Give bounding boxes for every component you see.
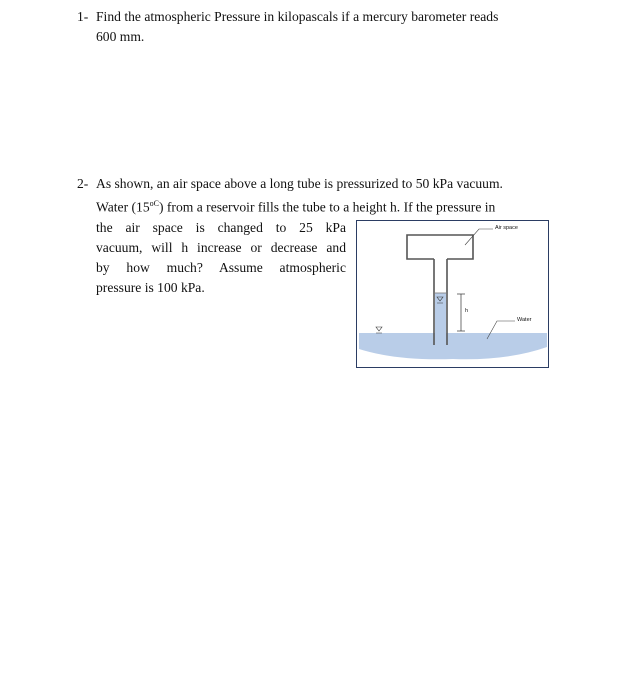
figure-drawing [357,221,550,369]
question-1-line-1: Find the atmospheric Pressure in kilopascals if a mercury barometer reads [96,9,499,24]
question-1-line-2: 600 mm. [96,29,145,44]
question-1-number: 1- [77,9,89,24]
question-2-line-5: by how much? Assume atmospheric [96,259,346,275]
question-2-line-2-end: ) from a reservoir fills the tube to a height h. If the pressure in [158,199,496,215]
question-2-number: 2- [77,176,89,191]
reservoir-level-marker-icon [376,327,382,331]
height-label: h [465,308,469,314]
question-1-text [96,7,597,47]
degree-celsius-superscript: oC [149,199,159,208]
question-2-line-2-start: Water (15 [96,199,150,215]
reservoir-water [359,333,547,359]
question-2-line-1: As shown, an air space above a long tube is pressurized to 50 kPa vacuum. [96,176,503,191]
air-space-label: Air space [495,225,518,231]
tube-reservoir-figure [356,220,549,368]
question-2-line-2 [96,194,597,218]
question-2-line-6: pressure is 100 kPa. [96,279,205,295]
question-1 [77,7,597,47]
air-space-chamber [407,235,473,259]
question-2-line-4: vacuum, will h increase or decrease and [96,239,346,255]
water-label: Water [517,317,532,323]
question-2-line-3: the air space is changed to 25 kPa [96,219,346,235]
air-space-leader [465,229,493,245]
